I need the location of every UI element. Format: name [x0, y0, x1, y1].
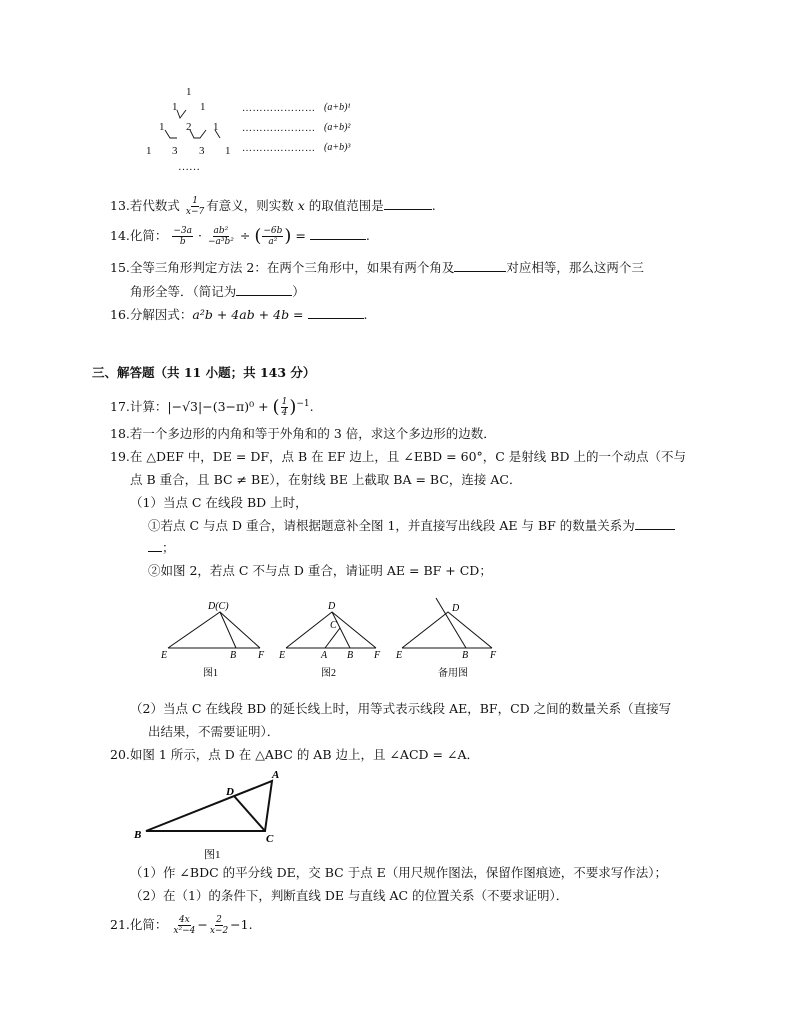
pascal-label-2: (a+b)² [324, 122, 351, 133]
question-17: 17.计算：|−√3|−(3−π)⁰ + ( $\frac{1}{4}$ )$^{-1}$. [110, 396, 314, 419]
q14-fraction-2: $\frac{\text{ab²}}{\text{−a³b²}}$ [207, 226, 234, 247]
fig2-label-B: B [347, 650, 354, 661]
fig3-label-F: F [490, 650, 497, 661]
q19-answer-blank-b[interactable] [148, 539, 162, 552]
q18-text: 若一个多边形的内角和等于外角和的 3 倍，求这个多边形的边数． [129, 426, 496, 441]
pascal-row2-c: 1 [213, 121, 219, 133]
q19-line1: 在 △DEF 中，DE = DF，点 B 在 EF 边上，且 ∠EBD = 60°，C 是射线 BD 上的一个动点（不与 [129, 449, 686, 464]
q14-fraction-3: $\frac{-6b}{\text{a²}}$ [263, 226, 283, 247]
pascal-row3-b: 3 [172, 145, 178, 157]
q14-answer-blank[interactable] [310, 227, 366, 240]
q15-text-1b: 对应相等，那么这两个三 [506, 260, 644, 275]
q19-figure-1 [160, 601, 265, 679]
q13-var: x [297, 198, 305, 213]
question-19 [110, 448, 686, 466]
q16-text-pre: 分解因式： [129, 307, 193, 322]
q17-fraction: $\frac{1}{4}$ [281, 397, 288, 419]
q14-number: 14. [110, 228, 130, 243]
q14-text-pre: 化简： [129, 228, 168, 243]
q20-label-D: D [226, 786, 234, 798]
fig1-caption: 图1 [203, 668, 218, 679]
question-15-line2: 角形全等．（简记为 ） [130, 284, 305, 299]
pascal-row2-a: 1 [159, 121, 165, 133]
q21-number: 21. [110, 917, 130, 932]
pascal-row0: 1 [186, 86, 192, 98]
fig3-caption: 备用图 [438, 668, 468, 679]
q21-fraction-1: $\frac{4x}{\text{x²−4}}$ [173, 915, 196, 936]
fig1-label-B: B [230, 650, 237, 661]
pascal-row3-a: 1 [146, 145, 152, 157]
q17-exponent: −1 [296, 399, 310, 409]
pascal-row3-d: 1 [225, 145, 231, 157]
q20-label-A: A [272, 769, 280, 781]
q19-part2b: 出结果，不需要证明）． [148, 724, 280, 739]
q17-number: 17. [110, 399, 130, 415]
pascal-ellipsis: …… [178, 161, 200, 173]
q19-figure-3 [395, 598, 497, 679]
pascal-label-1: (a+b)¹ [324, 102, 351, 113]
fig2-label-A: A [321, 650, 328, 661]
question-14: 14.化简： $\frac{-3a}{b}$ · $\frac{\text{ab²}}{\text{−a³b²}}$ ÷ ( $\frac{-6b}{\text{a²}}$ ) = . [110, 225, 370, 247]
q20-figure [128, 766, 298, 862]
q19-line2: 点 B 重合，且 BC ≠ BE），在射线 BE 上截取 BA = BC，连接 AC． [130, 472, 522, 487]
question-18 [110, 425, 496, 443]
q13-text-post: 的取值范围是 [308, 198, 384, 213]
q21-text-pre: 化简： [129, 917, 168, 932]
question-21: 21.化简： $\frac{4x}{\text{x²−4}}$ − $\frac{2}{x-2}$ −1. [110, 915, 253, 936]
q17-expression: |−√3|−(3−π)⁰ + [167, 399, 269, 415]
q21-tail: −1. [230, 917, 253, 932]
q19-part1a-text: ①若点 C 与点 D 重合，请根据题意补全图 1，并直接写出线段 AE 与 BF 的数量关系为 [148, 518, 635, 533]
q19-answer-blank-a[interactable] [635, 517, 675, 530]
pascal-connectors [140, 100, 240, 150]
q13-number: 13. [110, 198, 130, 213]
q13-text-pre: 若代数式 [129, 198, 180, 213]
q19-part2a: （2）当点 C 在线段 BD 的延长线上时，用等式表示线段 AE，BF，CD 之间的数量关系（直接写 [130, 701, 672, 716]
section-3-title: 三、解答题（共 11 小题；共 143 分） [92, 365, 316, 380]
q19-part1a-cont: ； [148, 539, 175, 557]
question-20 [110, 746, 479, 764]
q20-text: 如图 1 所示，点 D 在 △ABC 的 AB 边上，且 ∠ACD = ∠A． [129, 747, 479, 762]
question-15 [110, 259, 644, 277]
q15-text-1a: 全等三角形判定方法 2：在两个三角形中，如果有两个角及 [129, 260, 455, 275]
q19-part1a [148, 517, 675, 535]
pascal-row2-b: 2 [186, 121, 192, 133]
q13-fraction: $\frac{1}{x-7}$ [185, 196, 205, 217]
fig1-label-D: D(C) [208, 601, 229, 612]
fig1-label-F: F [258, 650, 265, 661]
fig2-label-E: E [279, 650, 286, 661]
q13-answer-blank[interactable] [384, 197, 432, 210]
fig2-label-D: D [328, 601, 336, 612]
pascal-row1-a: 1 [172, 101, 178, 113]
q15-number: 15. [110, 260, 130, 275]
fig1-label-E: E [161, 650, 168, 661]
pascal-label-3: (a+b)³ [324, 142, 351, 153]
fig2-caption: 图2 [321, 668, 336, 679]
question-13: 13.若代数式 $\frac{1}{x-7}$ 有意义，则实数 x 的取值范围是 . [110, 196, 436, 217]
pascal-dots-1: ………………… [242, 103, 316, 114]
q19-number: 19. [110, 449, 130, 464]
q20-label-B: B [134, 829, 142, 841]
q19-figures [150, 596, 710, 682]
pascal-row3-c: 3 [199, 145, 205, 157]
q20-number: 20. [110, 747, 130, 762]
pascal-dots-2: ………………… [242, 123, 316, 134]
q17-text-pre: 计算： [129, 399, 168, 415]
question-16: 16.分解因式：a²b + 4ab + 4b = . [110, 307, 368, 322]
q16-number: 16. [110, 307, 130, 322]
q15-answer-blank-1[interactable] [454, 259, 506, 272]
fig2-label-C: C [330, 620, 337, 631]
fig2-label-F: F [374, 650, 381, 661]
q15-text-2a: 角形全等．（简记为 [130, 284, 237, 299]
fig3-label-E: E [396, 650, 403, 661]
q14-fraction-1: $\frac{-3a}{b}$ [173, 226, 193, 247]
fig3-label-D: D [452, 603, 460, 614]
q16-expression: a²b + 4ab + 4b = [192, 307, 304, 322]
pascal-row1-b: 1 [200, 101, 206, 113]
q20-label-C: C [266, 833, 274, 845]
q13-text-mid: 有意义，则实数 [206, 198, 294, 213]
q21-fraction-2: $\frac{2}{x-2}$ [209, 915, 229, 936]
q18-number: 18. [110, 426, 130, 441]
pascal-dots-3: ………………… [242, 143, 316, 154]
q20-part2: （2）在（1）的条件下，判断直线 DE 与直线 AC 的位置关系（不要求证明）． [130, 888, 569, 903]
q19-part1b: ②如图 2，若点 C 不与点 D 重合，请证明 AE = BF + CD； [148, 563, 492, 578]
q20-part1: （1）作 ∠BDC 的平分线 DE，交 BC 于点 E（用尺规作图法，保留作图痕迹，不要求写作法）； [130, 865, 668, 880]
q20-caption: 图1 [204, 849, 221, 861]
q19-part1: （1）当点 C 在线段 BD 上时， [130, 495, 308, 510]
q15-answer-blank-2[interactable] [236, 283, 292, 296]
q19-figure-2 [278, 601, 381, 679]
fig3-label-B: B [462, 650, 469, 661]
q16-answer-blank[interactable] [308, 306, 364, 319]
